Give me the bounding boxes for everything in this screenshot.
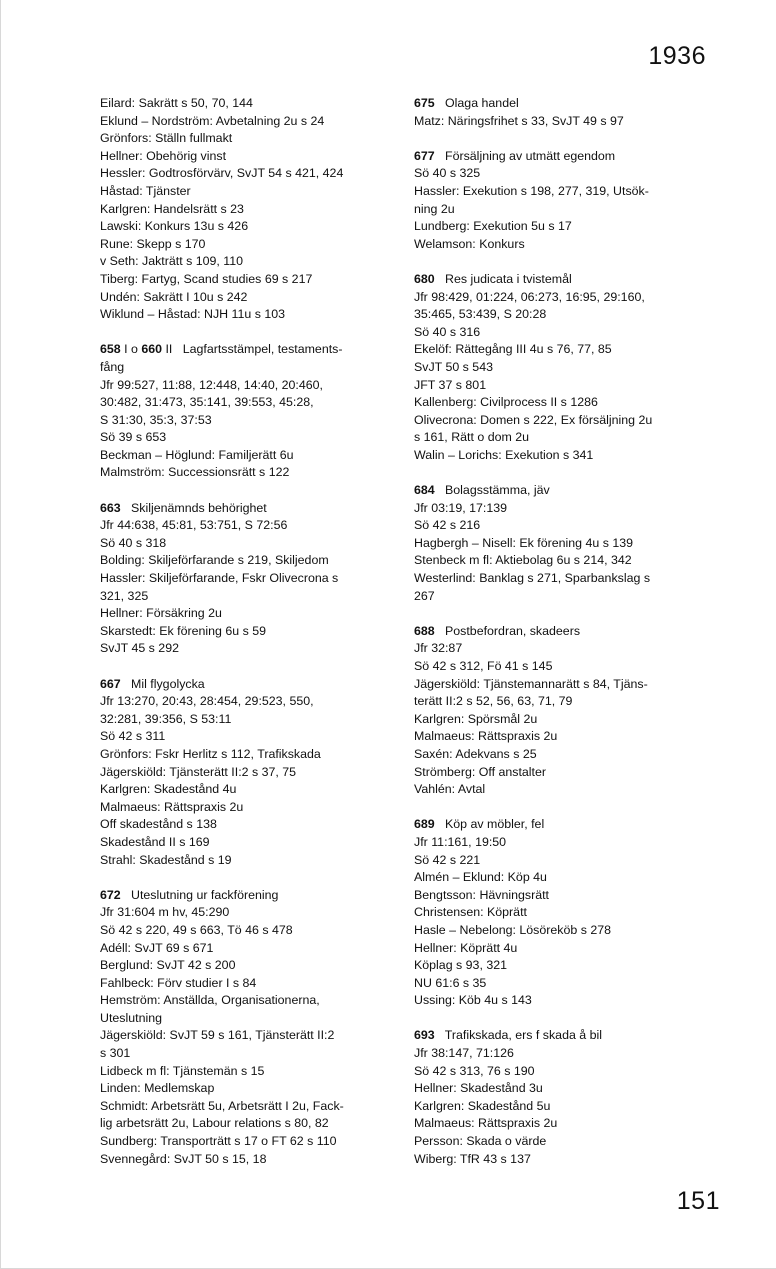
reference-line: Ekelöf: Rättegång III 4u s 76, 77, 85 — [414, 342, 612, 357]
reference-line: Hellner: Köprätt 4u — [414, 940, 518, 955]
reference-line: Lidbeck m fl: Tjänstemän s 15 — [100, 1063, 265, 1078]
index-entry — [100, 341, 400, 482]
reference-line: Malmaeus: Rättspraxis 2u — [100, 799, 244, 814]
index-entry — [414, 482, 714, 605]
reference-line: Hellner: Obehörig vinst — [100, 148, 227, 163]
reference-line: Welamson: Konkurs — [414, 236, 525, 251]
reference-line: Jfr 13:270, 20:43, 28:454, 29:523, 550, — [100, 694, 314, 709]
reference-line: Hellner: Skadestånd 3u — [414, 1081, 543, 1096]
entry-heading — [100, 500, 400, 518]
reference-line: lig arbetsrätt 2u, Labour relations s 80, 82 — [100, 1116, 329, 1131]
reference-line: Skarstedt: Ek förening 6u s 59 — [100, 623, 266, 638]
reference-line: 32:281, 39:356, S 53:11 — [100, 711, 232, 726]
reference-line: Schmidt: Arbetsrätt 5u, Arbetsrätt I 2u, Fack- — [100, 1098, 344, 1113]
reference-line: Undén: Sakrätt I 10u s 242 — [100, 289, 248, 304]
entry-heading — [100, 676, 400, 694]
reference-line: SvJT 45 s 292 — [100, 641, 179, 656]
reference-line: Adéll: SvJT 69 s 671 — [100, 940, 214, 955]
page-edge-left — [0, 0, 1, 1269]
reference-line: Linden: Medlemskap — [100, 1081, 215, 1096]
reference-line: Eklund – Nordström: Avbetalning 2u s 24 — [100, 113, 325, 128]
reference-line: Jfr 44:638, 45:81, 53:751, S 72:56 — [100, 518, 288, 533]
reference-line: Hagbergh – Nisell: Ek förening 4u s 139 — [414, 535, 634, 550]
reference-line: Sö 40 s 318 — [100, 535, 167, 550]
reference-line: Jfr 32:87 — [414, 641, 463, 656]
reference-line: Malmström: Successionsrätt s 122 — [100, 465, 290, 480]
index-entry — [414, 95, 714, 130]
reference-line: Walin – Lorichs: Exekution s 341 — [414, 447, 594, 462]
reference-line: S 31:30, 35:3, 37:53 — [100, 412, 212, 427]
reference-line: Lawski: Konkurs 13u s 426 — [100, 219, 249, 234]
index-entry — [414, 816, 714, 1010]
reference-line: Ussing: Köb 4u s 143 — [414, 993, 532, 1008]
section-title: Skiljenämnds behörighet — [120, 500, 267, 515]
reference-line: Håstad: Tjänster — [100, 183, 191, 198]
reference-line: Jägerskiöld: Tjänsterätt II:2 s 37, 75 — [100, 764, 297, 779]
entry-heading — [100, 887, 400, 905]
reference-line: terätt II:2 s 52, 56, 63, 71, 79 — [414, 694, 573, 709]
reference-line: Jfr 03:19, 17:139 — [414, 500, 507, 515]
reference-line: Jägerskiöld: Tjänstemannarätt s 84, Tjäns- — [414, 676, 648, 691]
section-number: 680 — [414, 271, 435, 286]
reference-line: SvJT 50 s 543 — [414, 359, 493, 374]
entry-heading — [414, 623, 714, 641]
reference-line: Jfr 99:527, 11:88, 12:448, 14:40, 20:460, — [100, 377, 323, 392]
index-entry — [414, 1027, 714, 1168]
reference-line: Persson: Skada o värde — [414, 1134, 547, 1149]
reference-line: s 301 — [100, 1046, 131, 1061]
reference-line: Tiberg: Fartyg, Scand studies 69 s 217 — [100, 271, 313, 286]
left-column — [100, 95, 400, 1186]
reference-line: Sö 42 s 311 — [100, 729, 166, 744]
reference-line: Saxén: Adekvans s 25 — [414, 746, 537, 761]
reference-line: Sö 42 s 221 — [414, 852, 481, 867]
reference-line: Grönfors: Fskr Herlitz s 112, Trafikskada — [100, 746, 321, 761]
reference-line: Hemström: Anställda, Organisationerna, — [100, 993, 320, 1008]
reference-line: Sö 42 s 220, 49 s 663, Tö 46 s 478 — [100, 922, 293, 937]
section-title: Postbefordran, skadeers — [434, 623, 581, 638]
reference-line: Olivecrona: Domen s 222, Ex försäljning 2u — [414, 412, 653, 427]
entry-heading — [414, 482, 714, 500]
index-entry — [414, 271, 714, 465]
reference-line: Karlgren: Skadestånd 5u — [414, 1098, 551, 1113]
section-title: II Lagfartsstämpel, testaments- — [162, 342, 343, 357]
reference-line: Rune: Skepp s 170 — [100, 236, 206, 251]
page-number: 151 — [676, 1187, 720, 1215]
section-number: 684 — [414, 483, 435, 498]
reference-line: Almén – Eklund: Köp 4u — [414, 870, 547, 885]
index-entry — [100, 95, 400, 324]
section-title: Uteslutning ur fackförening — [120, 887, 279, 902]
index-entry — [414, 623, 714, 799]
reference-line: Malmaeus: Rättspraxis 2u — [414, 729, 558, 744]
section-title: Bolagsstämma, jäv — [434, 483, 550, 498]
reference-line: Hellner: Försäkring 2u — [100, 606, 222, 621]
reference-line: s 161, Rätt o dom 2u — [414, 430, 530, 445]
reference-line: Sö 39 s 653 — [100, 430, 167, 445]
reference-line: Svennegård: SvJT 50 s 15, 18 — [100, 1151, 267, 1166]
section-number: 688 — [414, 623, 435, 638]
reference-line: Jfr 38:147, 71:126 — [414, 1046, 514, 1061]
reference-line: Karlgren: Skadestånd 4u — [100, 782, 237, 797]
reference-line: Matz: Näringsfrihet s 33, SvJT 49 s 97 — [414, 113, 624, 128]
index-entry — [100, 676, 400, 870]
section-title: Köp av möbler, fel — [434, 817, 545, 832]
reference-line: fång — [100, 359, 125, 374]
reference-line: Strahl: Skadestånd s 19 — [100, 852, 232, 867]
reference-line: Sö 40 s 316 — [414, 324, 481, 339]
reference-line: Berglund: SvJT 42 s 200 — [100, 958, 236, 973]
index-entry — [100, 887, 400, 1169]
reference-line: JFT 37 s 801 — [414, 377, 487, 392]
section-number: 663 — [100, 500, 121, 515]
section-title: Olaga handel — [434, 96, 519, 110]
reference-line: Uteslutning — [100, 1010, 162, 1025]
reference-line: Hassler: Exekution s 198, 277, 319, Utsök- — [414, 183, 649, 198]
entry-heading — [414, 148, 714, 166]
section-number: 689 — [414, 817, 435, 832]
reference-line: Sö 42 s 313, 76 s 190 — [414, 1063, 535, 1078]
reference-line: Off skadestånd s 138 — [100, 817, 217, 832]
reference-line: Jfr 31:604 m hv, 45:290 — [100, 905, 230, 920]
reference-line: Sö 42 s 216 — [414, 518, 481, 533]
reference-line: Wiklund – Håstad: NJH 11u s 103 — [100, 307, 286, 322]
section-number: 677 — [414, 148, 435, 163]
reference-line: Jfr 11:161, 19:50 — [414, 834, 507, 849]
section-title: Försäljning av utmätt egendom — [434, 148, 616, 163]
reference-line: Wiberg: TfR 43 s 137 — [414, 1151, 531, 1166]
reference-line: Bengtsson: Hävningsrätt — [414, 887, 549, 902]
reference-line: Lundberg: Exekution 5u s 17 — [414, 219, 572, 234]
section-title: Mil flygolycka — [120, 676, 205, 691]
right-column — [414, 95, 714, 1186]
reference-line: 267 — [414, 588, 435, 603]
running-header-year: 1936 — [648, 42, 706, 70]
reference-line: Grönfors: Ställn fullmakt — [100, 131, 233, 146]
reference-line: Beckman – Höglund: Familjerätt 6u — [100, 447, 294, 462]
reference-line: Eilard: Sakrätt s 50, 70, 144 — [100, 96, 253, 110]
section-number: 693 — [414, 1028, 435, 1043]
reference-line: Malmaeus: Rättspraxis 2u — [414, 1116, 558, 1131]
reference-line: Hassler: Skiljeförfarande, Fskr Olivecrona s — [100, 571, 339, 586]
reference-line: Westerlind: Banklag s 271, Sparbankslag s — [414, 571, 651, 586]
index-entry — [100, 500, 400, 658]
reference-line: Sundberg: Transporträtt s 17 o FT 62 s 110 — [100, 1134, 337, 1149]
reference-line: Karlgren: Handelsrätt s 23 — [100, 201, 244, 216]
reference-line: 321, 325 — [100, 588, 149, 603]
section-title: Trafikskada, ers f skada å bil — [434, 1028, 603, 1043]
reference-line: NU 61:6 s 35 — [414, 975, 487, 990]
section-title: Res judicata i tvistemål — [434, 271, 572, 286]
section-title: I o — [120, 342, 142, 357]
reference-line: Strömberg: Off anstalter — [414, 764, 546, 779]
reference-line: v Seth: Jakträtt s 109, 110 — [100, 254, 244, 269]
reference-line: 30:482, 31:473, 35:141, 39:553, 45:28, — [100, 395, 314, 410]
reference-line: Sö 40 s 325 — [414, 166, 481, 181]
reference-line: Sö 42 s 312, Fö 41 s 145 — [414, 659, 553, 673]
reference-line: Köplag s 93, 321 — [414, 958, 508, 973]
reference-line: Kallenberg: Civilprocess II s 1286 — [414, 395, 598, 410]
section-number: 675 — [414, 96, 435, 110]
reference-line: Fahlbeck: Förv studier I s 84 — [100, 975, 257, 990]
entry-heading — [414, 816, 714, 834]
reference-line: Hessler: Godtrosförvärv, SvJT 54 s 421, 424 — [100, 166, 344, 181]
section-number: 667 — [100, 676, 121, 691]
entry-heading — [414, 271, 714, 289]
reference-line: 35:465, 53:439, S 20:28 — [414, 307, 547, 322]
index-entry — [414, 148, 714, 254]
section-number: 672 — [100, 887, 121, 902]
reference-line: Bolding: Skiljeförfarande s 219, Skiljedom — [100, 553, 329, 568]
reference-line: Skadestånd II s 169 — [100, 834, 210, 849]
section-number: 660 — [141, 342, 163, 357]
reference-line: Karlgren: Spörsmål 2u — [414, 711, 538, 726]
section-number: 658 — [100, 342, 121, 357]
reference-line: Vahlén: Avtal — [414, 782, 486, 797]
entry-heading — [100, 341, 400, 359]
reference-line: Jfr 98:429, 01:224, 06:273, 16:95, 29:160, — [414, 289, 645, 304]
reference-line: ning 2u — [414, 201, 455, 216]
entry-heading — [414, 1027, 714, 1045]
reference-line: Jägerskiöld: SvJT 59 s 161, Tjänsterätt II:2 — [100, 1028, 335, 1043]
reference-line: Christensen: Köprätt — [414, 905, 527, 920]
reference-line: Stenbeck m fl: Aktiebolag 6u s 214, 342 — [414, 553, 632, 568]
reference-line: Hasle – Nebelong: Lösöreköb s 278 — [414, 922, 612, 937]
entry-heading — [414, 95, 714, 113]
